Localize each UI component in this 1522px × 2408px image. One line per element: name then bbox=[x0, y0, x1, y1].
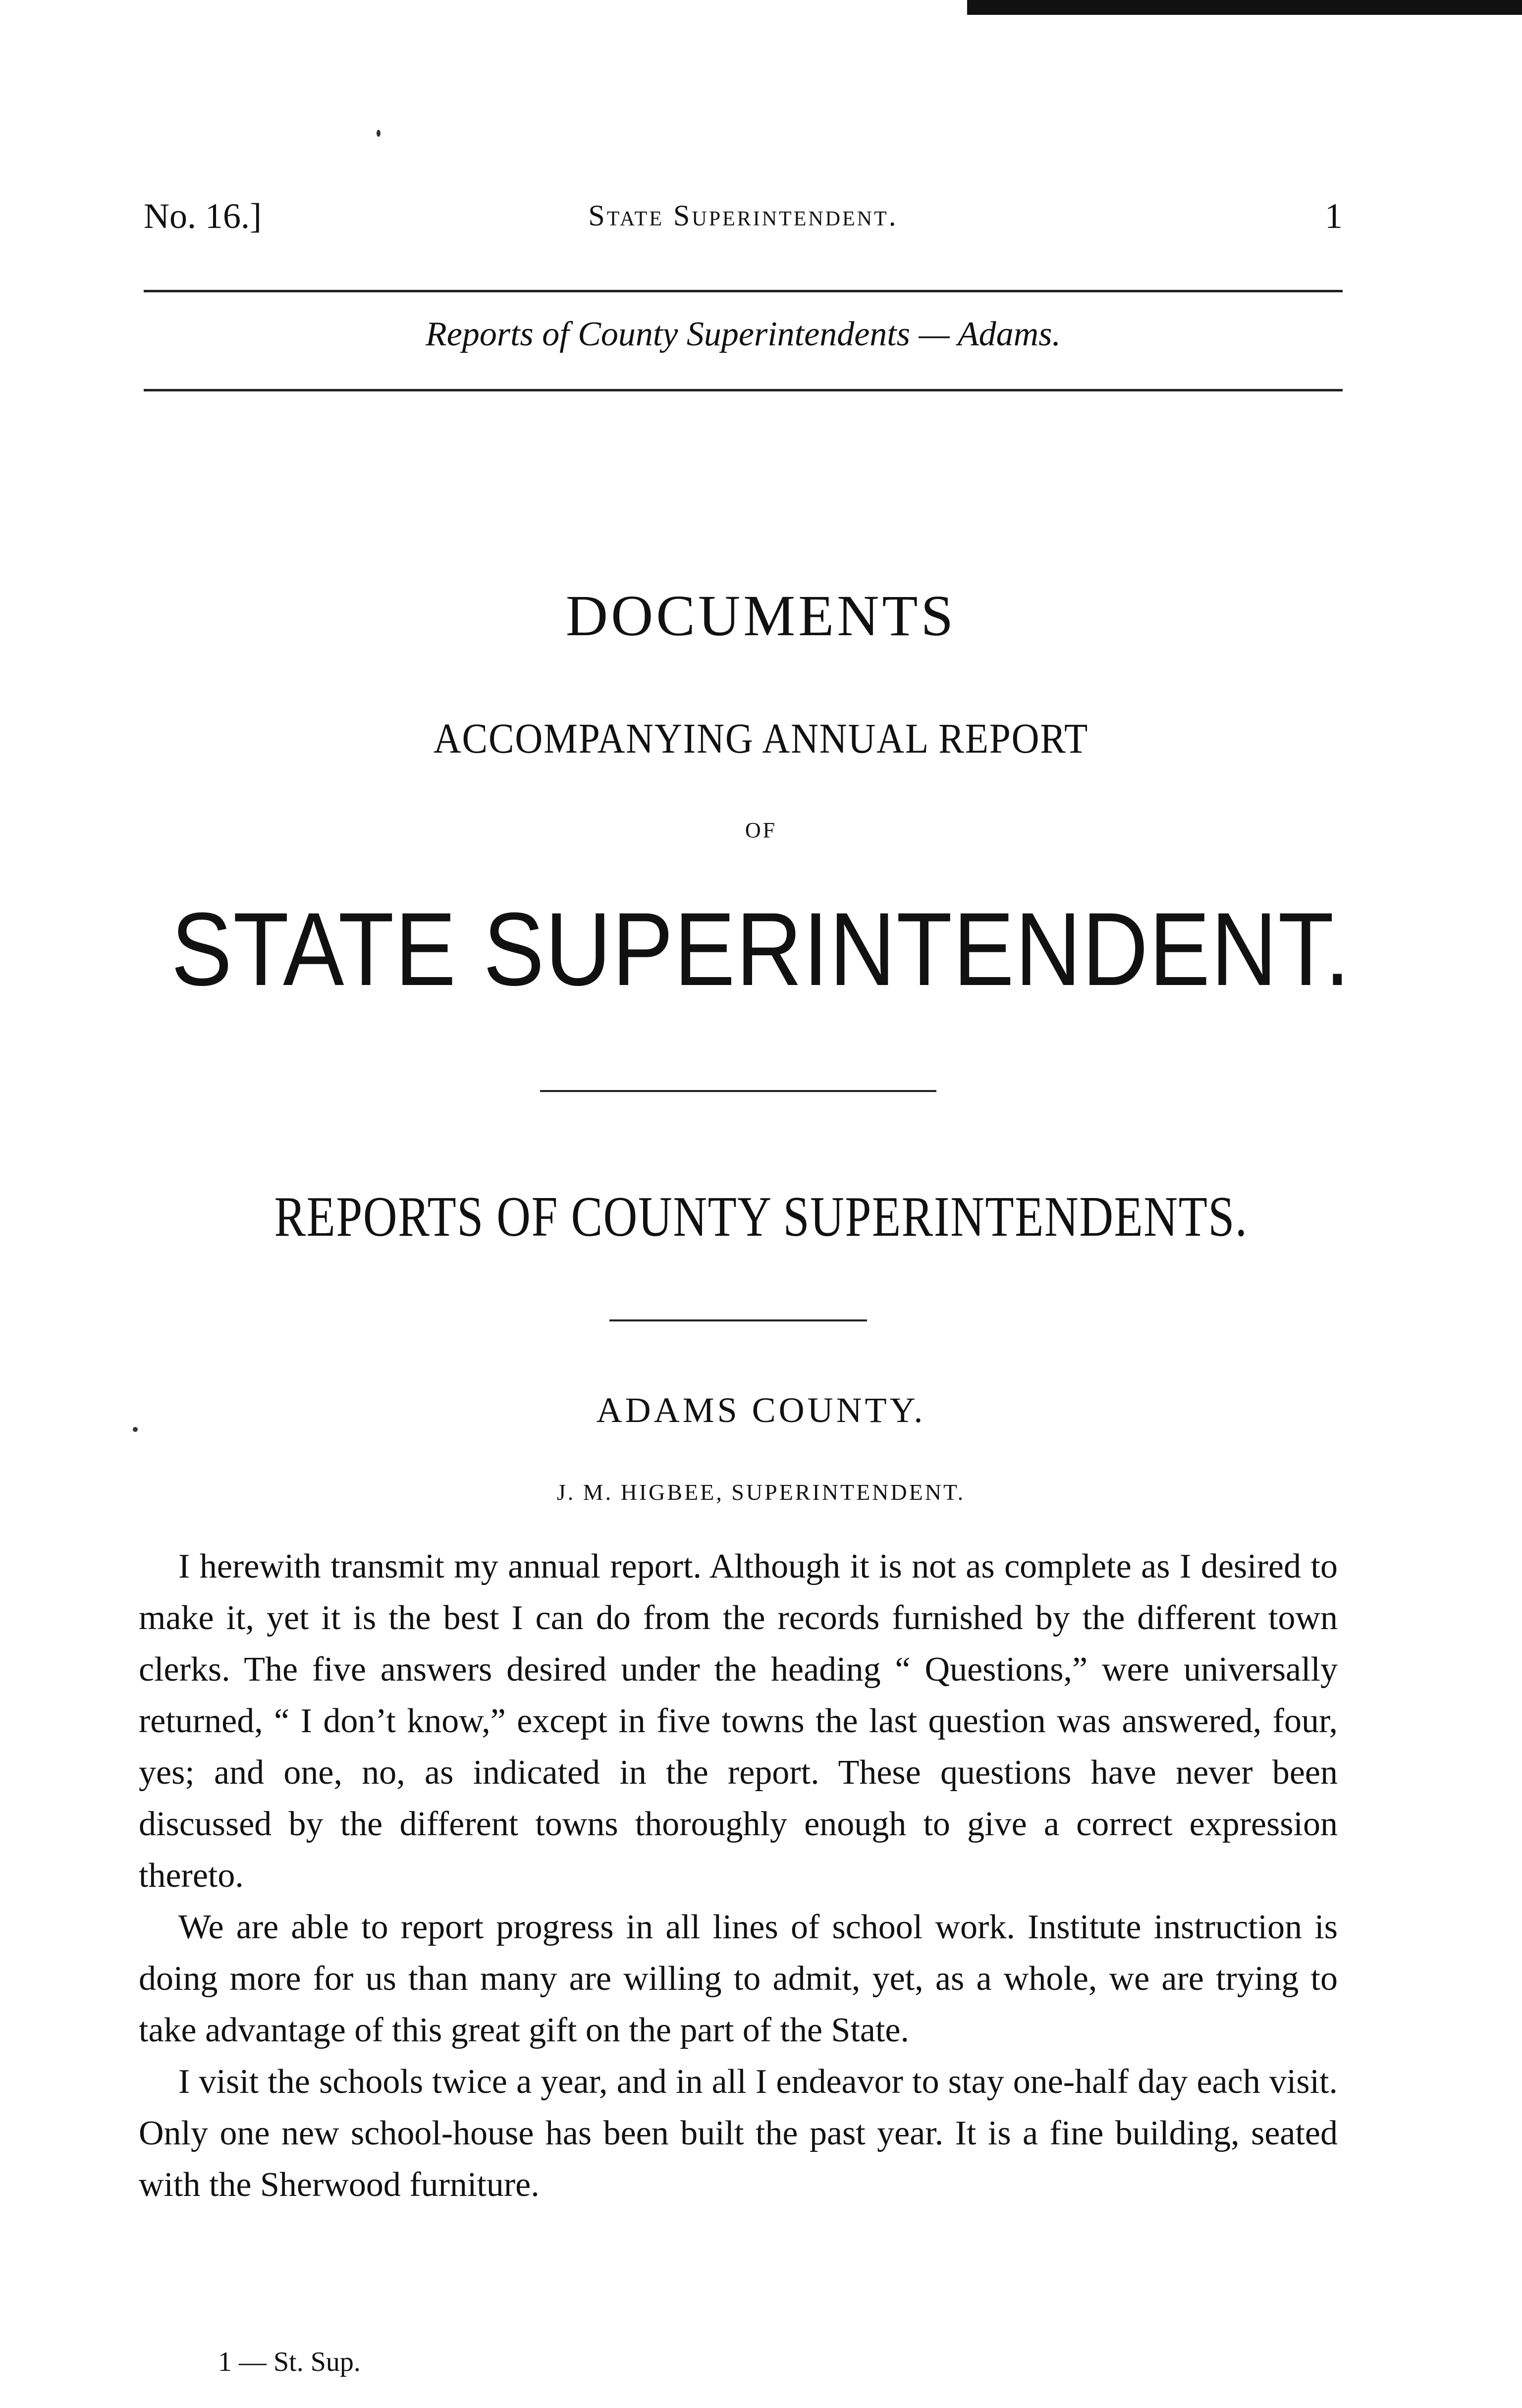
paragraph: We are able to report progress in all lines of school work. Institute instruction is doing more for us than many are willing to admit, yet, as a whole, we are trying to take advantage of this great gift on the part of the State. bbox=[139, 1908, 1338, 2049]
superintendent-name: J. M. HIGBEE, SUPERINTENDENT. bbox=[556, 1479, 966, 1505]
page-number: 1 bbox=[1325, 196, 1343, 236]
section-subheading: Reports of County Superintendents — Adams. bbox=[426, 315, 1061, 353]
state-superintendent-title: STATE SUPERINTENDENT. bbox=[171, 891, 1351, 1007]
header-rule-bottom bbox=[144, 389, 1343, 391]
section-divider bbox=[609, 1319, 867, 1321]
signature-mark: 1 — St. Sup. bbox=[218, 2347, 361, 2377]
header-rule-top bbox=[144, 290, 1343, 292]
paragraph: I herewith transmit my annual report. Although it is not as complete as I desired to make it, yet it is the best I can do from the records furnished by the different town clerks. The five answers desired under the heading “ Questions,” were universally returned, “ I don’t know,” except in five towns the last question was answered, four, yes; and one, no, as indicated in the report. These questions have never been discussed by the different towns thoroughly enough to give a correct expression thereto. bbox=[139, 1547, 1338, 1895]
accompanying-title: ACCOMPANYING ANNUAL REPORT bbox=[433, 714, 1089, 762]
document-number: No. 16.] bbox=[144, 196, 262, 236]
documents-title: DOCUMENTS bbox=[565, 583, 957, 648]
ink-speck bbox=[377, 130, 380, 137]
reports-heading: REPORTS OF COUNTY SUPERINTENDENTS. bbox=[274, 1185, 1248, 1249]
paragraph: I visit the schools twice a year, and in all I endeavor to stay one-half day each visit. Only one new school-house has been built the past year. It is a fine building, seated with the Sherwood furniture. bbox=[139, 2063, 1338, 2204]
county-heading: ADAMS COUNTY. bbox=[596, 1390, 926, 1430]
report-body bbox=[139, 1541, 1338, 2211]
running-head-title: State Superintendent. bbox=[588, 199, 898, 232]
title-divider bbox=[540, 1090, 936, 1092]
of-title: OF bbox=[745, 818, 777, 842]
running-head bbox=[144, 196, 1343, 250]
scan-edge-bar bbox=[967, 0, 1522, 15]
